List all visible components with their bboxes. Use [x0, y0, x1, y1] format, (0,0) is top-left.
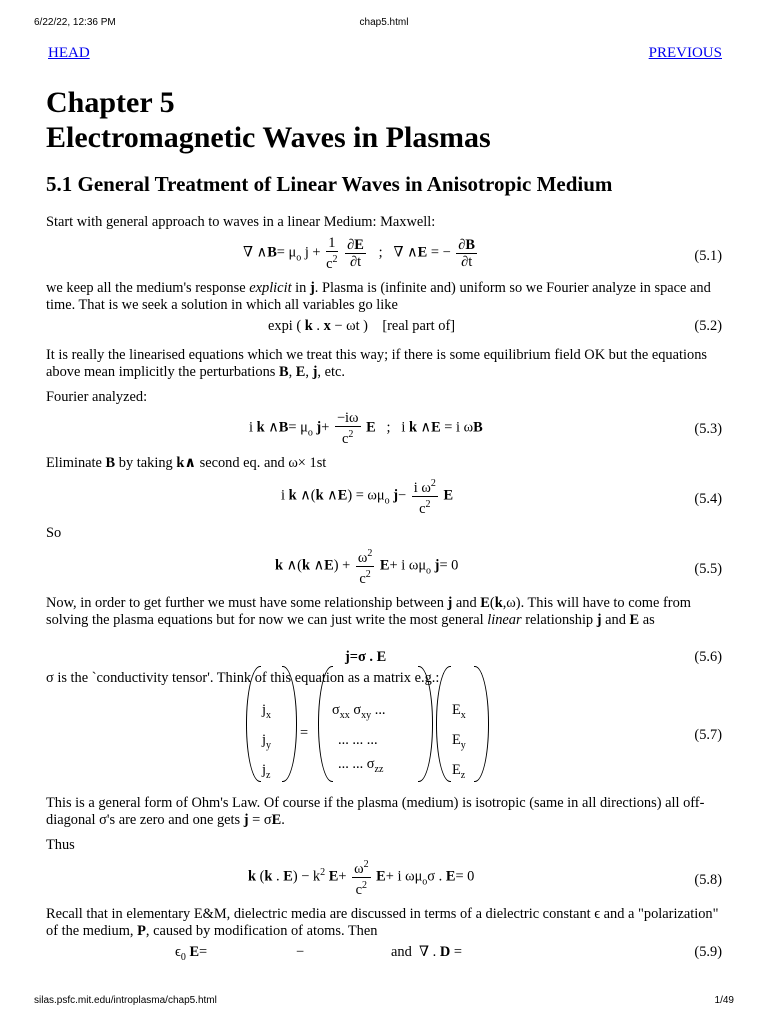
matrix-paren — [282, 666, 297, 782]
matrix-column-sigma: $\sigma_{xx}$ $\sigma_{xy}$ ... ... ... ... ... ... $\sigma_{zz}$ — [332, 702, 386, 775]
print-datetime: 6/22/22, 12:36 PM — [34, 17, 116, 28]
equation-5-4: i k ∧(k ∧E) = $\omega\mu_o$ j− $\frac{i \omega^2}{c^2}$ E — [281, 478, 454, 517]
equation-5-7-matrix — [246, 666, 496, 780]
equation-number: (5.3) — [694, 421, 722, 437]
chapter-number: Chapter 5 — [46, 86, 175, 119]
paragraph: So — [46, 525, 62, 541]
equation-5-2: expi ( k . x − ωt ) [real part of] — [268, 318, 456, 334]
equation-number: (5.1) — [694, 248, 722, 264]
equation-number: (5.5) — [694, 561, 722, 577]
equation-number: (5.9) — [694, 944, 722, 960]
matrix-paren — [318, 666, 333, 782]
matrix-paren — [474, 666, 489, 782]
matrix-paren — [418, 666, 433, 782]
matrix-column-e: $E_x$ $E_y$ $E_z$ — [452, 702, 466, 781]
paragraph: This is a general form of Ohm's Law. Of course if the plasma (medium) is isotropic (same in all directions) all off-diagonal σ's are zero and one gets j = σE. — [46, 795, 705, 828]
previous-link[interactable]: PREVIOUS — [648, 45, 722, 61]
print-doc-title: chap5.html — [359, 17, 409, 28]
equation-5-5: k ∧(k ∧E) + $\frac{\omega^2}{c^2}$ E+ i $\omega\mu_o$ j= 0 — [275, 548, 459, 587]
paragraph: Now, in order to get further we must have some relationship between j and E(k,ω). This will have to come from solving the plasma equations but for now we can just write the most general linear relationship j and E as — [46, 595, 691, 628]
equation-5-9-minus: − — [296, 944, 305, 960]
equation-5-9: $\epsilon_0$ E= — [175, 944, 208, 963]
section-title: 5.1 General Treatment of Linear Waves in Anisotropic Medium — [46, 172, 613, 196]
paragraph: Recall that in elementary E&M, dielectric media are discussed in terms of a dielectric constant ϵ and a "polarization" of the medium, P, caused by modification of atoms. Then — [46, 906, 719, 939]
matrix-column-j: $j_x$ $j_y$ $j_z$ — [262, 702, 271, 781]
equation-number: (5.7) — [694, 727, 722, 743]
equation-5-3: i k ∧B= $\mu_o$ j+ $\frac{-i\omega}{c^2}$ E ; i k ∧E = i ωB — [249, 410, 483, 447]
paragraph: σ is the `conductivity tensor'. Think of this equation as a matrix e.g.: — [46, 670, 440, 686]
paragraph: It is really the linearised equations which we treat this way; if there is some equilibrium field OK but the equations above mean implicitly the perturbations B, E, j, etc. — [46, 347, 707, 380]
paragraph: Thus — [46, 837, 75, 853]
equation-number: (5.2) — [694, 318, 722, 334]
head-link[interactable]: HEAD — [48, 45, 90, 61]
equation-5-8: k (k . $E) - k^2$ E+ $\frac{\omega^2}{c^2}$ E+ i $\omega\mu_o\sigma$ . E= 0 — [248, 859, 475, 898]
footer-url: silas.psfc.mit.edu/introplasma/chap5.html — [34, 995, 217, 1006]
equation-number: (5.6) — [694, 649, 722, 665]
footer-page-number: 1/49 — [714, 995, 734, 1006]
paragraph: Eliminate B by taking k∧ second eq. and ω× 1st — [46, 455, 327, 471]
chapter-title: Electromagnetic Waves in Plasmas — [46, 121, 491, 154]
equation-5-1: ∇ ∧B= $\mu_o$ j + $\frac{1}{c^2}$ $\frac{\partial E}{\partial t}$ ; ∇ ∧E = − $\frac{\partial B}{\partial t}$ — [243, 235, 476, 272]
matrix-paren — [436, 666, 451, 782]
equation-number: (5.4) — [694, 491, 722, 507]
paragraph: we keep all the medium's response explicit in j. Plasma is (infinite and) uniform so we Fourier analyze in space and time. That is we seek a solution in which all variables go like — [46, 280, 711, 313]
equation-5-6: j=σ . E — [345, 649, 387, 665]
matrix-paren — [246, 666, 261, 782]
equation-5-9-div: and ∇ . D = — [391, 944, 462, 960]
matrix-equals: = — [300, 725, 309, 741]
equation-number: (5.8) — [694, 872, 722, 888]
paragraph: Start with general approach to waves in a linear Medium: Maxwell: — [46, 214, 436, 230]
paragraph: Fourier analyzed: — [46, 389, 148, 405]
